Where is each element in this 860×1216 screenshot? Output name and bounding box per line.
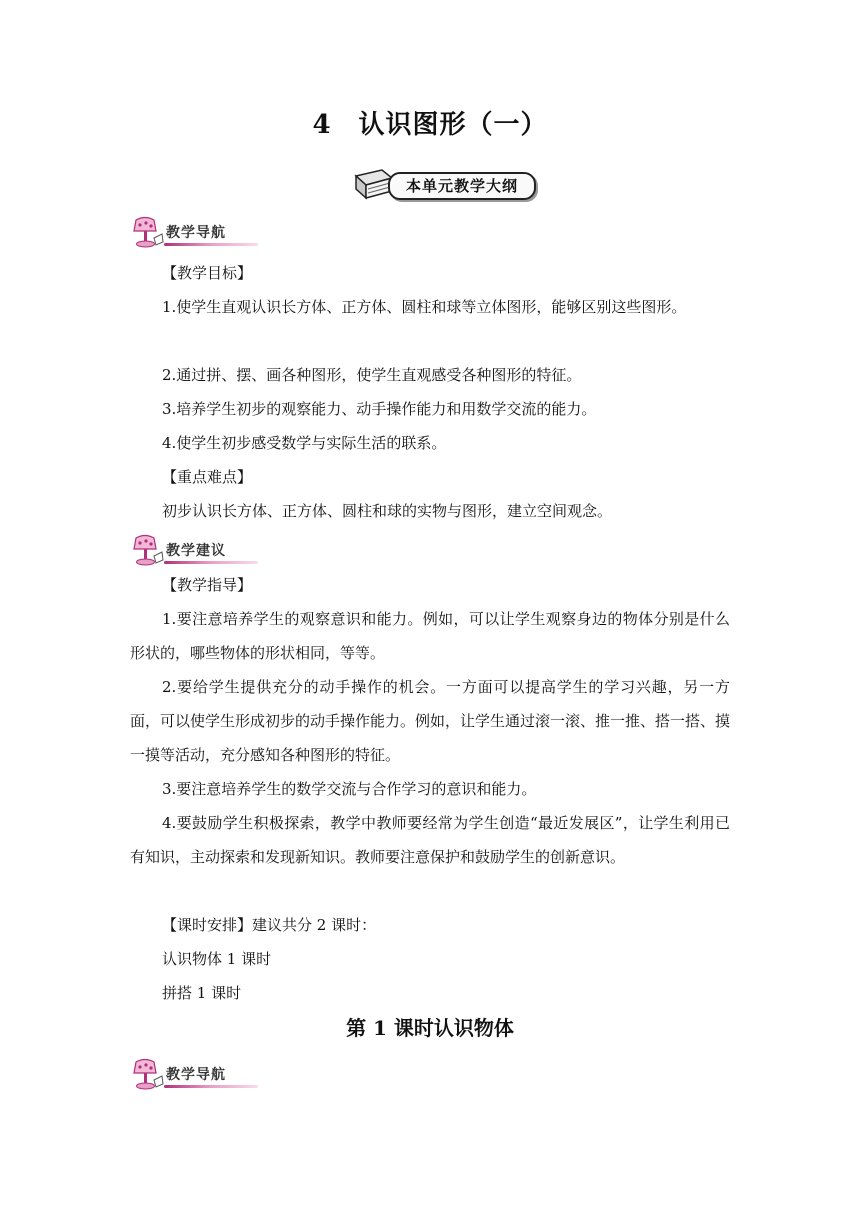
lesson-title: 第 1 课时认识物体 [346, 1016, 514, 1040]
objective-item: 1.使学生直观认识长方体、正方体、圆柱和球等立体图形，能够区别这些图形。 [162, 298, 687, 316]
schedule-item: 拼搭 1 课时 [162, 984, 242, 1002]
chapter-title: 4 认识图形（一） [312, 110, 548, 140]
schedule-item: 认识物体 1 课时 [162, 950, 272, 968]
section-heading-text: 教学建议 [166, 543, 226, 559]
section-heading-teaching-nav [128, 216, 258, 250]
key-points-text: 初步认识长方体、正方体、圆柱和球的实物与图形，建立空间观念。 [162, 502, 613, 520]
objective-item: 4.使学生初步感受数学与实际生活的联系。 [162, 434, 447, 452]
key-points-label: 【重点难点】 [162, 468, 253, 486]
guide-item: 3.要注意培养学生的数学交流与合作学习的意识和能力。 [162, 780, 537, 798]
objective-item: 2.通过拼、摆、画各种图形，使学生直观感受各种图形的特征。 [162, 366, 582, 384]
desk-lamp-icon [128, 216, 164, 250]
guide-item: 4.要鼓励学生积极探索，教学中教师要经常为学生创造“最近发展区”，让学生利用已有知识，主动探索和发现新知识。教师要注意保护和鼓励学生的创新意识。 [130, 814, 730, 866]
banner-label: 本单元教学大纲 [388, 172, 536, 200]
section-heading-teaching-nav [128, 1058, 258, 1092]
schedule-label: 【课时安排】 [162, 916, 253, 934]
desk-lamp-icon [128, 1058, 164, 1092]
heading-underline [164, 243, 258, 246]
section-heading-teaching-advice [128, 534, 258, 568]
heading-underline [164, 1085, 258, 1088]
guide-item: 2.要给学生提供充分的动手操作的机会。一方面可以提高学生的学习兴趣，另一方面，可以使学生形成初步的动手操作能力。例如，让学生通过滚一滚、推一推、搭一搭、摸一摸等活动，充分感知各种图形的特征。 [130, 678, 731, 764]
unit-outline-banner [352, 164, 532, 204]
schedule-line [130, 908, 730, 942]
section-heading-text: 教学导航 [166, 1067, 226, 1083]
heading-underline [164, 561, 258, 564]
objective-item: 3.培养学生初步的观察能力、动手操作能力和用数学交流的能力。 [162, 400, 597, 418]
objectives-label: 【教学目标】 [162, 264, 253, 282]
schedule-text: 建议共分 2 课时： [252, 916, 377, 934]
section-heading-text: 教学导航 [166, 225, 226, 241]
desk-lamp-icon [128, 534, 164, 568]
guide-item: 1.要注意培养学生的观察意识和能力。例如，可以让学生观察身边的物体分别是什么形状的，哪些物体的形状相同，等等。 [130, 610, 730, 662]
guide-label: 【教学指导】 [162, 576, 253, 594]
